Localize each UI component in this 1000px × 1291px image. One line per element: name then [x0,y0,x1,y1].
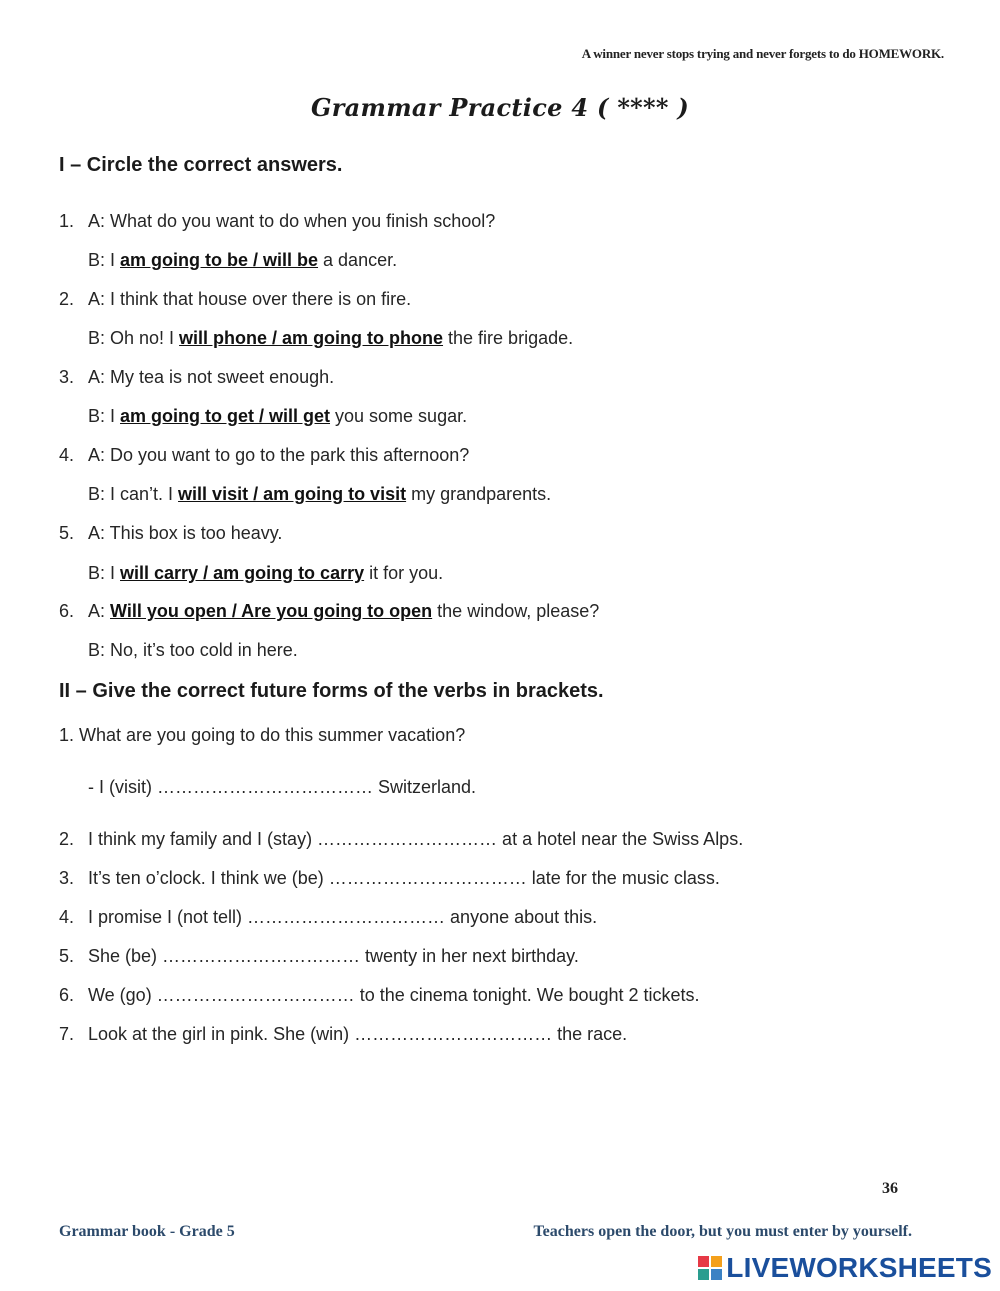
item-number: 5. [59,523,75,543]
answer-b-prefix: B: Oh no! I [88,328,180,348]
exercise-1-item [0,289,1000,309]
answer-b-prefix: B: I [88,406,121,426]
exercise-1-item [0,211,1000,231]
question-a: A: What do you want to do when you finish school? [88,211,496,231]
question-a: A: Do you want to go to the park this afternoon? [88,445,470,465]
item-number: 6. [59,601,75,621]
answer-choice[interactable]: Will you open / Are you going to open [110,601,433,621]
item-number: 2. [59,829,75,849]
exercise-1-item [0,445,1000,465]
item-number: 6. [59,985,75,1005]
item-number: 1. [59,211,75,231]
answer-b-suffix: my grandparents. [406,484,552,504]
answer-choice[interactable]: am going to get / will get [120,406,331,426]
item-number: 5. [59,946,75,966]
question-a [88,601,599,622]
item-number: 4. [59,445,75,465]
header-motto: A winner never stops trying and never forgets to do HOMEWORK. [581,46,944,61]
item-number: 7. [59,1024,75,1044]
answer-choice[interactable]: will carry / am going to carry [120,563,365,583]
answer-choice[interactable]: am going to be / will be [120,250,319,270]
question-a: A: I think that house over there is on fire. [88,289,412,309]
exercise-2-item [0,1024,1000,1044]
exercise-2-blank[interactable]: I promise I (not tell) …………………………… anyone about this. [88,907,598,927]
liveworksheets-brand: LIVEWORKSHEETS [726,1252,992,1283]
exercise-2-item [0,985,1000,1005]
exercise-2-item [0,946,1000,966]
exercise-1-item [0,367,1000,387]
answer-b-suffix: a dancer. [318,250,398,270]
exercise-2-question: 1. What are you going to do this summer vacation? [59,725,466,745]
question-a-prefix: A: [88,601,111,621]
liveworksheets-blocks-icon [698,1256,722,1280]
answer-b-prefix: B: I [88,563,121,583]
answer-b [88,406,467,427]
exercise-2-item [0,907,1000,927]
answer-choice[interactable]: will phone / am going to phone [179,328,444,348]
exercise-2-item [0,868,1000,888]
exercise-2-item [0,829,1000,849]
footer-quote: Teachers open the door, but you must enter by yourself. [533,1223,912,1240]
answer-b [88,563,443,584]
answer-choice[interactable]: will visit / am going to visit [178,484,407,504]
footer-book-title: Grammar book - Grade 5 [59,1223,235,1240]
item-number: 4. [59,907,75,927]
page-number: 36 [882,1180,898,1197]
answer-b [88,250,397,271]
section-1-heading: I – Circle the correct answers. [59,154,343,176]
item-number: 3. [59,367,75,387]
answer-b [88,484,551,505]
question-a: A: My tea is not sweet enough. [88,367,335,387]
item-number: 3. [59,868,75,888]
liveworksheets-logo[interactable] [698,1252,992,1284]
exercise-2-blank[interactable]: - I (visit) ……………………………… Switzerland. [88,777,477,797]
answer-b-suffix: the fire brigade. [443,328,574,348]
exercise-2-blank[interactable]: She (be) …………………………… twenty in her next birthday. [88,946,579,966]
exercise-2-blank[interactable]: It’s ten o’clock. I think we (be) …………………………… late for the music class. [88,868,720,888]
answer-b-suffix: it for you. [364,563,444,583]
section-2-heading: II – Give the correct future forms of the verbs in brackets. [59,680,604,702]
exercise-1-item [0,523,1000,543]
answer-b-suffix: you some sugar. [330,406,468,426]
exercise-2-blank[interactable]: We (go) …………………………… to the cinema tonight. We bought 2 tickets. [88,985,700,1005]
answer-b-prefix: B: I [88,250,121,270]
exercise-2-blank[interactable]: I think my family and I (stay) ………………………… at a hotel near the Swiss Alps. [88,829,744,849]
question-a-suffix: the window, please? [432,601,600,621]
item-number: 2. [59,289,75,309]
exercise-1-item [0,601,1000,621]
answer-b [88,328,573,349]
answer-b: B: No, it’s too cold in here. [88,640,298,660]
exercise-2-blank[interactable]: Look at the girl in pink. She (win) …………………………… the race. [88,1024,628,1044]
answer-b-prefix: B: I can’t. I [88,484,179,504]
question-a: A: This box is too heavy. [88,523,283,543]
page-title: Grammar Practice 4 ( **** ) [310,93,690,122]
